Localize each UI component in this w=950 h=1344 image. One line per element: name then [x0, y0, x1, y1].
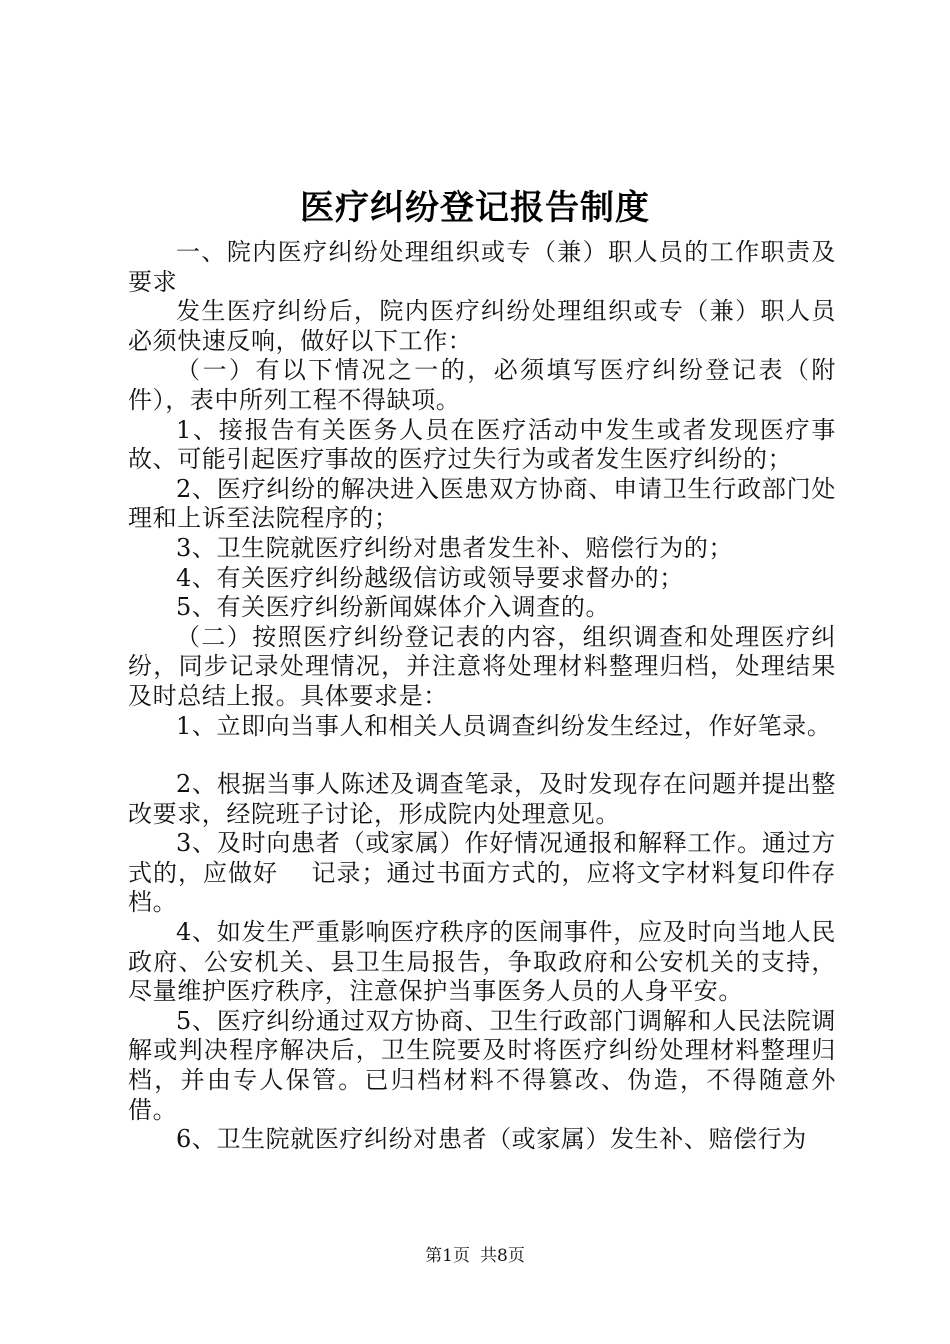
list-item: 3、卫生院就医疗纠纷对患者发生补、赔偿行为的；	[176, 533, 734, 562]
list-item: 2、根据当事人陈述及调查笔录，及时发现存在问题并提出整改要求，经院班子讨论，形成院内处理意见。	[128, 770, 836, 828]
list-item: 4、有关医疗纠纷越级信访或领导要求督办的；	[176, 563, 684, 592]
list-item: 4、如发生严重影响医疗秩序的医闹事件，应及时向当地人民政府、公安机关、县卫生局报告，争取政府和公安机关的支持，尽量维护医疗秩序，注意保护当事医务人员的人身平安。	[128, 918, 836, 1006]
list-item: 1、接报告有关医务人员在医疗活动中发生或者发现医疗事故、可能引起医疗事故的医疗过失行为或者发生医疗纠纷的；	[128, 415, 836, 474]
list-item: 5、医疗纠纷通过双方协商、卫生行政部门调解和人民法院调解或判决程序解决后，卫生院要及时将医疗纠纷处理材料整理归档，并由专人保管。已归档材料不得篡改、伪造，不得随意外借。	[128, 1006, 836, 1124]
page-number: 第1页	[425, 1246, 470, 1266]
page-total: 共8页	[480, 1246, 525, 1266]
list-item: 5、有关医疗纠纷新闻媒体介入调查的。	[176, 593, 611, 622]
list-item: 1、立即向当事人和相关人员调查纠纷发生经过，作好笔录。	[176, 711, 832, 740]
list-item: 6、卫生院就医疗纠纷对患者（或家属）发生补、赔偿行为	[176, 1125, 807, 1154]
document-title: 医疗纠纷登记报告制度	[300, 188, 650, 228]
subsection-heading: （一）有以下情况之一的，必须填写医疗纠纷登记表（附件），表中所列工程不得缺项。	[128, 356, 836, 414]
subsection-heading: （二）按照医疗纠纷登记表的内容，组织调查和处理医疗纠纷，同步记录处理情况，并注意将处理材料整理归档，处理结果及时总结上报。具体要求是：	[128, 622, 836, 710]
list-item: 2、医疗纠纷的解决进入医患双方协商、申请卫生行政部门处理和上诉至法院程序的；	[128, 474, 836, 533]
page-footer	[0, 1244, 950, 1268]
section-heading: 一、院内医疗纠纷处理组织或专（兼）职人员的工作职责及要求	[128, 238, 836, 296]
paragraph: 发生医疗纠纷后，院内医疗纠纷处理组织或专（兼）职人员必须快速反响，做好以下工作：	[128, 297, 836, 355]
list-item: 3、及时向患者（或家属）作好情况通报和解释工作。通过方式的，应做好 记录；通过书面方式的，应将文字材料复印件存档。	[128, 829, 836, 917]
document-body	[128, 238, 836, 1155]
